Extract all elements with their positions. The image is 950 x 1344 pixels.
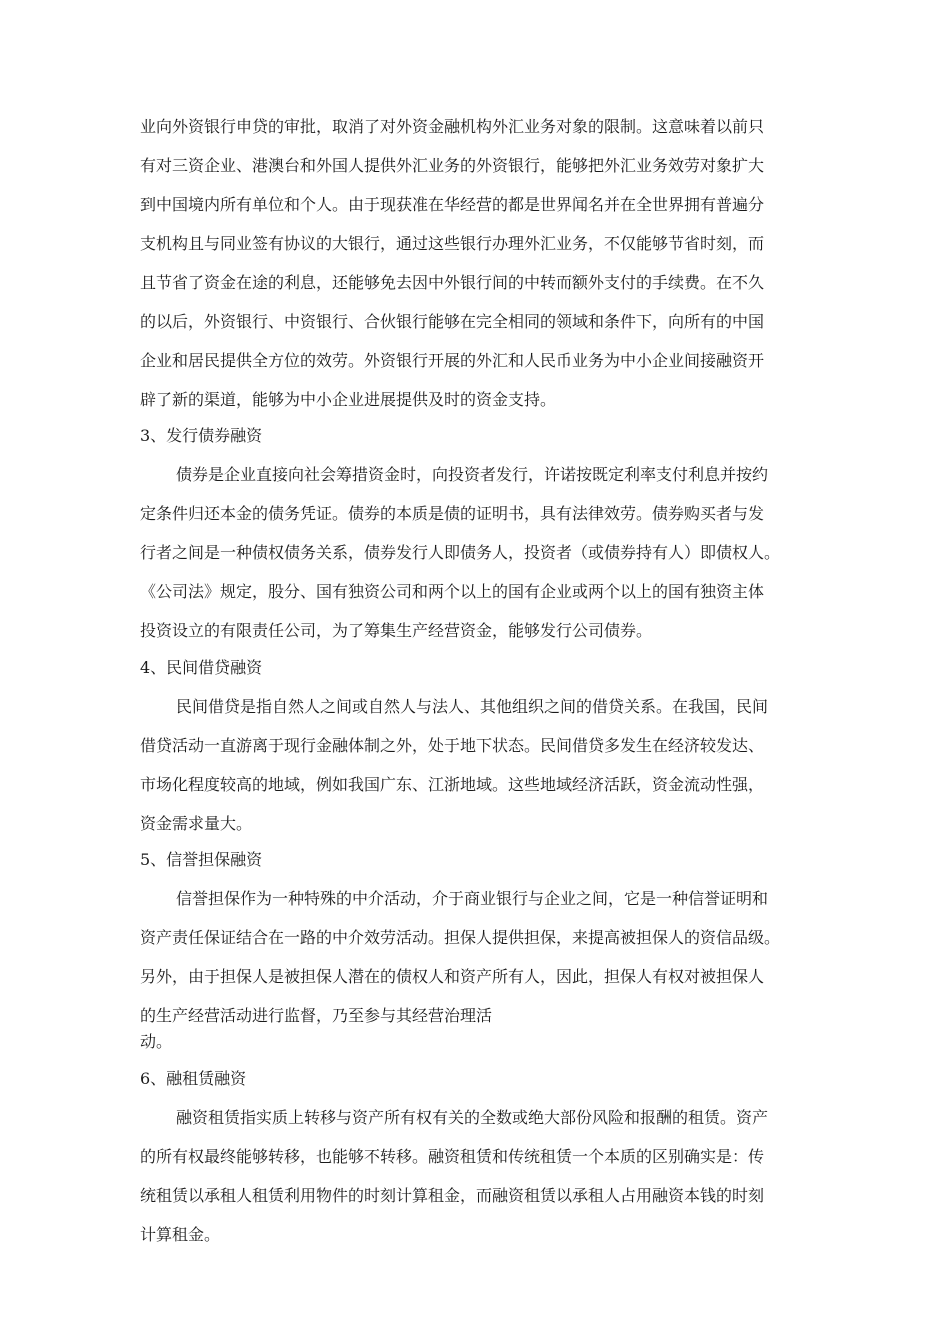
paragraph-line: 的所有权最终能够转移，也能够不转移。融资租赁和传统租赁一个本质的区别确实是：传 xyxy=(140,1147,765,1166)
section-heading-5: 5、信誉担保融资 xyxy=(140,850,263,869)
section-heading-6: 6、融租赁融资 xyxy=(140,1069,247,1088)
section-heading-3: 3、发行债券融资 xyxy=(140,426,263,445)
paragraph-line: 的生产经营活动进行监督，乃至参与其经营治理活 xyxy=(140,1006,493,1025)
paragraph-line: 借贷活动一直游离于现行金融体制之外，处于地下状态。民间借贷多发生在经济较发达、 xyxy=(140,736,765,755)
paragraph-line: 到中国境内所有单位和个人。由于现获准在华经营的都是世界闻名并在全世界拥有普遍分 xyxy=(140,195,765,214)
paragraph-line: 另外，由于担保人是被担保人潜在的债权人和资产所有人，因此，担保人有权对被担保人 xyxy=(140,967,765,986)
paragraph-line: 投资设立的有限责任公司，为了筹集生产经营资金，能够发行公司债券。 xyxy=(140,621,653,640)
paragraph-line: 行者之间是一种债权债务关系，债券发行人即债务人，投资者（或债券持有人）即债权人。 xyxy=(140,543,781,562)
paragraph-line: 动。 xyxy=(140,1032,173,1051)
paragraph-line: 统租赁以承租人租赁利用物件的时刻计算租金，而融资租赁以承租人占用融资本钱的时刻 xyxy=(140,1186,765,1205)
paragraph-line: 信誉担保作为一种特殊的中介活动，介于商业银行与企业之间，它是一种信誉证明和 xyxy=(176,889,769,908)
paragraph-line: 企业和居民提供全方位的效劳。外资银行开展的外汇和人民币业务为中小企业间接融资开 xyxy=(140,351,765,370)
paragraph-line: 计算租金。 xyxy=(140,1225,221,1244)
paragraph-line: 且节省了资金在途的利息，还能够免去因中外银行间的中转而额外支付的手续费。在不久 xyxy=(140,273,765,292)
paragraph-line: 的以后，外资银行、中资银行、合伙银行能够在完全相同的领域和条件下，向所有的中国 xyxy=(140,312,765,331)
paragraph-line: 债券是企业直接向社会筹措资金时，向投资者发行，许诺按既定利率支付利息并按约 xyxy=(176,465,769,484)
paragraph-line: 民间借贷是指自然人之间或自然人与法人、其他组织之间的借贷关系。在我国，民间 xyxy=(176,697,769,716)
section-heading-4: 4、民间借贷融资 xyxy=(140,658,263,677)
paragraph-line: 支机构且与同业签有协议的大银行，通过这些银行办理外汇业务，不仅能够节省时刻，而 xyxy=(140,234,765,253)
paragraph-line: 《公司法》规定，股分、国有独资公司和两个以上的国有企业或两个以上的国有独资主体 xyxy=(140,582,765,601)
paragraph-line: 有对三资企业、港澳台和外国人提供外汇业务的外资银行，能够把外汇业务效劳对象扩大 xyxy=(140,156,765,175)
paragraph-line: 辟了新的渠道，能够为中小企业进展提供及时的资金支持。 xyxy=(140,390,557,409)
paragraph-line: 市场化程度较高的地域，例如我国广东、江浙地域。这些地域经济活跃，资金流动性强， xyxy=(140,775,765,794)
paragraph-line: 资金需求量大。 xyxy=(140,814,253,833)
paragraph-line: 定条件归还本金的债务凭证。债券的本质是债的证明书，具有法律效劳。债券购买者与发 xyxy=(140,504,765,523)
paragraph-line: 融资租赁指实质上转移与资产所有权有关的全数或绝大部份风险和报酬的租赁。资产 xyxy=(176,1108,769,1127)
paragraph-line: 业向外资银行申贷的审批，取消了对外资金融机构外汇业务对象的限制。这意味着以前只 xyxy=(140,117,765,136)
paragraph-line: 资产责任保证结合在一路的中介效劳活动。担保人提供担保，来提高被担保人的资信品级。 xyxy=(140,928,781,947)
